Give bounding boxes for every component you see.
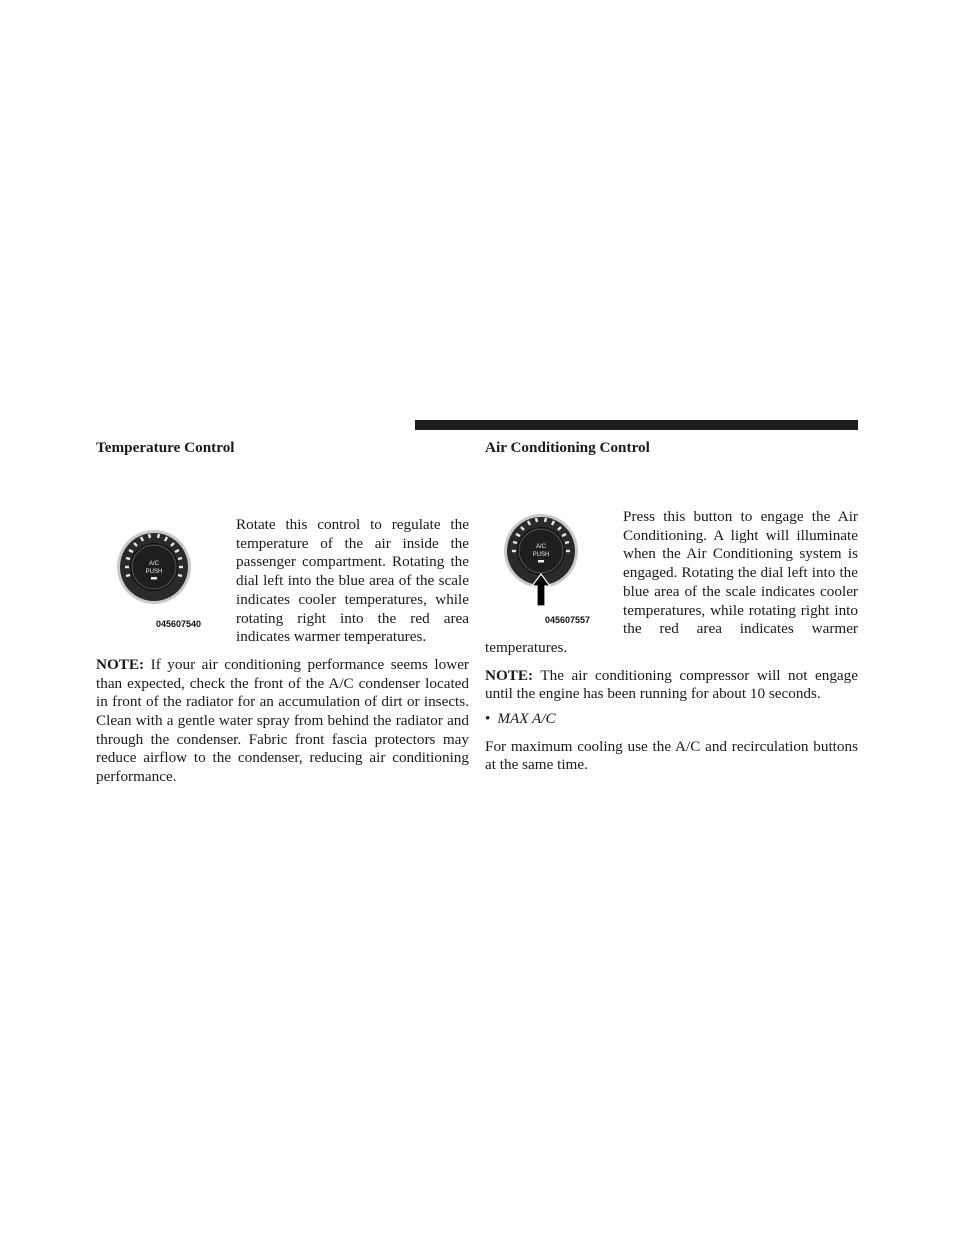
- svg-text:PUSH: PUSH: [532, 552, 550, 558]
- air-conditioning-note: [485, 667, 858, 704]
- note-label: NOTE:: [96, 655, 145, 673]
- figure-id: 045607557: [545, 615, 591, 625]
- bullet-dot: •: [485, 710, 491, 728]
- svg-text:PUSH: PUSH: [145, 569, 163, 575]
- svg-text:A/C: A/C: [535, 544, 547, 550]
- max-cooling-text: For maximum cooling use the A/C and recirculation buttons at the same time.: [485, 737, 858, 774]
- section-header-bar: [415, 420, 858, 430]
- max-ac-label: MAX A/C: [497, 710, 556, 728]
- air-conditioning-control-text: Press this button to engage the Air Conditioning. A light will illuminate when the Air Conditioning system is engaged. Rotating the dial left into the blue area of the scale indicates cooler temperatures, while rotating right into the red area indicates warmer temperatures.: [485, 508, 858, 656]
- temperature-control-heading: Temperature Control: [96, 439, 235, 456]
- note-text: The air conditioning compressor will not engage until the engine has been running for about 10 seconds.: [485, 666, 858, 703]
- air-conditioning-control-heading: Air Conditioning Control: [485, 439, 650, 456]
- note-text: If your air conditioning performance seems lower than expected, check the front of the A/C condenser located in front of the radiator for an accumulation of dirt or insects. Clean with a gentle water spray from behind the radiator and through the condenser. Fabric front fascia protectors may reduce airflow to the condenser, reducing air conditioning performance.: [96, 655, 469, 786]
- left-column: [96, 436, 469, 787]
- svg-text:A/C: A/C: [148, 561, 160, 567]
- temperature-dial-icon: [114, 517, 230, 617]
- temperature-control-text: Rotate this control to regulate the temperature of the air inside the passenger compartment. Rotating the dial left into the blue area of the scale indicates cooler temperatures, while rotating right into the red area indicates warmer temperatures.: [236, 516, 469, 646]
- figure-id: 045607540: [156, 619, 202, 629]
- ac-button-figure: [503, 510, 615, 623]
- right-column: [485, 436, 858, 775]
- temperature-dial-figure: [114, 517, 230, 627]
- temperature-note: [96, 656, 469, 787]
- max-ac-bullet: [485, 710, 858, 729]
- ac-button-icon: [503, 510, 615, 610]
- note-label: NOTE:: [485, 666, 534, 684]
